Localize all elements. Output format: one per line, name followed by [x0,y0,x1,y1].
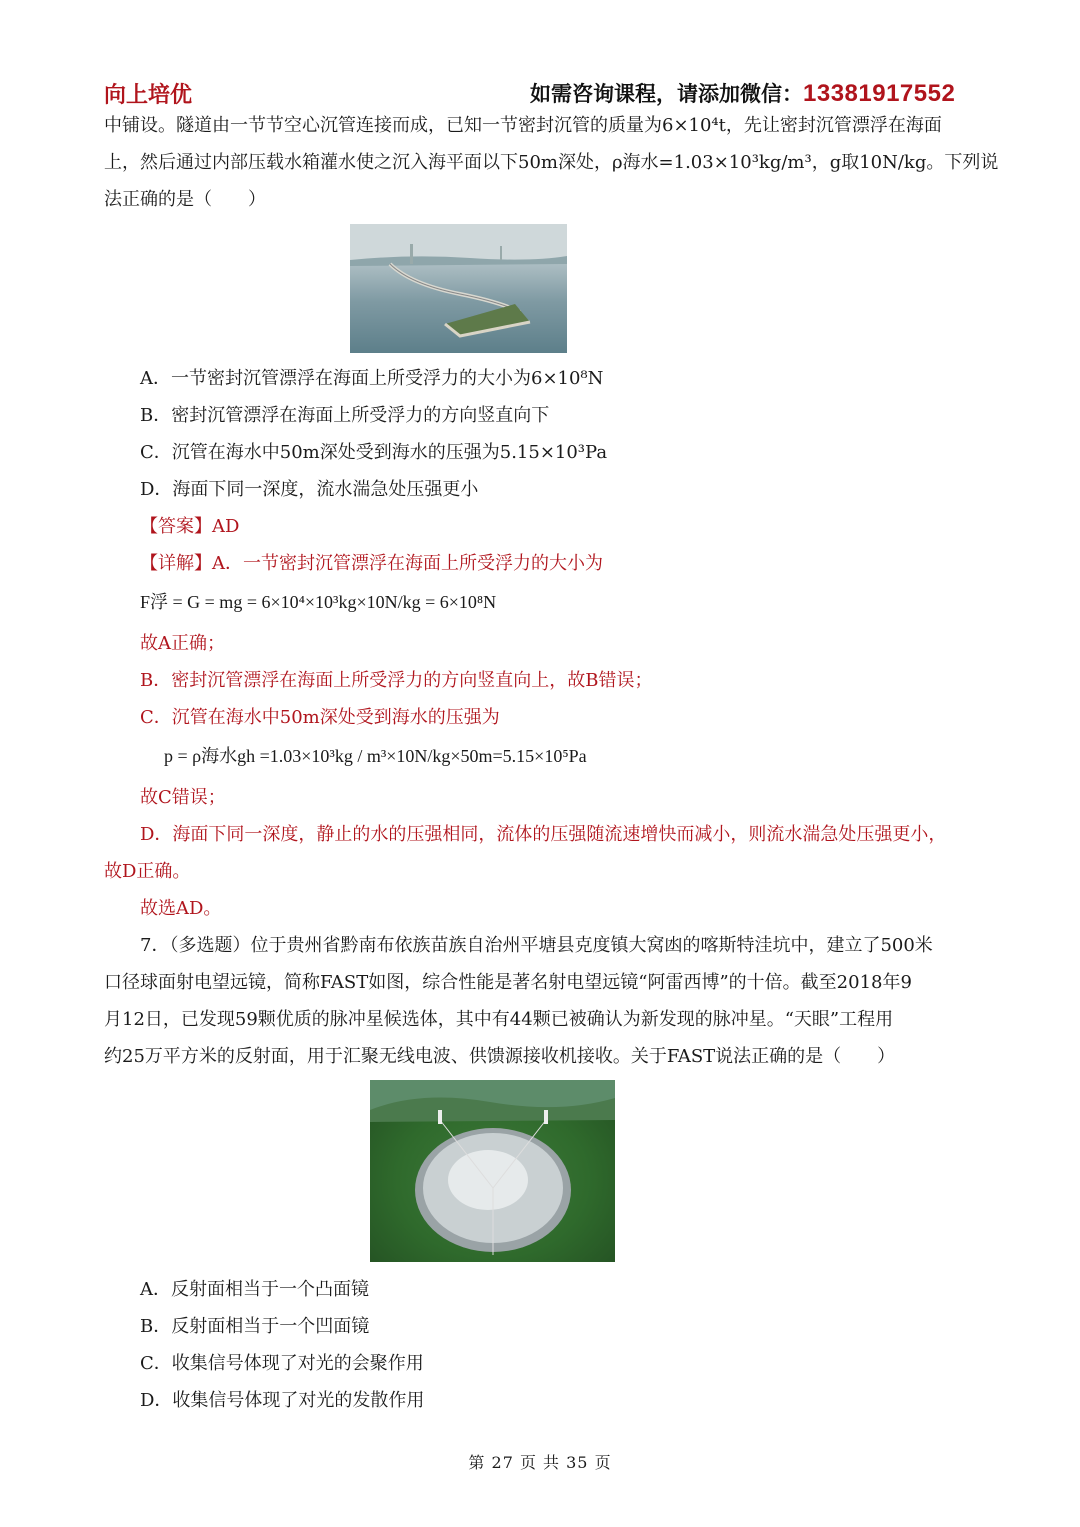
brand-name: 向上培优 [104,83,193,108]
q6-d-explanation-line-2: 故D正确。 [104,861,191,882]
q6-c-conclusion: 故C错误； [140,787,226,808]
q6-option-b: B．密封沉管漂浮在海面上所受浮力的方向竖直向下 [140,405,550,426]
immersed-tunnel-photo [350,224,567,353]
q6-d-explanation-line-1: D．海面下同一深度，静止的水的压强相同，流体的压强随流速增快而减小，则流水湍急处压强更小， [140,824,947,845]
q6-final-answer: 故选AD。 [140,898,222,919]
q7-stem-line-1: 7．（多选题）位于贵州省黔南布依族苗族自治州平塘县克度镇大窝凼的喀斯特洼坑中，建立了500米 [140,935,933,956]
q6-option-a: A．一节密封沉管漂浮在海面上所受浮力的大小为6×10⁸N [140,368,604,389]
q7-option-c: C．收集信号体现了对光的会聚作用 [140,1353,424,1374]
q6-b-explanation: B．密封沉管漂浮在海面上所受浮力的方向竖直向上，故B错误； [140,670,653,691]
q6-answer: 【答案】AD [140,516,240,537]
q6-detail-intro: 【详解】A．一节密封沉管漂浮在海面上所受浮力的大小为 [140,553,603,574]
q7-stem-line-3: 月12日，已发现59颗优质的脉冲星候选体，其中有44颗已被确认为新发现的脉冲星。“天眼”工程用 [104,1009,894,1030]
q6-c-explanation: C．沉管在海水中50m深处受到海水的压强为 [140,707,500,728]
q7-option-b: B．反射面相当于一个凹面镜 [140,1316,370,1337]
q6-stem-line-3: 法正确的是（ ） [104,189,266,210]
q6-formula-buoyancy: F浮 = G = mg = 6×10⁴×10³kg×10N/kg = 6×10⁸N [140,592,497,612]
q7-stem-line-2: 口径球面射电望远镜，简称FAST如图，综合性能是著名射电望远镜“阿雷西博”的十倍。截至2018年9 [104,972,912,993]
contact-info [530,78,955,108]
contact-phone: 13381917552 [803,80,956,107]
q6-formula-pressure: p = ρ海水gh =1.03×10³kg / m³×10N/kg×50m=5.15×10⁵Pa [164,746,587,766]
q7-stem-line-4: 约25万平方米的反射面，用于汇聚无线电波、供馈源接收机接收。关于FAST说法正确的是（ ） [104,1046,896,1067]
q6-a-conclusion: 故A正确； [140,633,225,654]
q6-option-c: C．沉管在海水中50m深处受到海水的压强为5.15×10³Pa [140,442,608,463]
q7-option-d: D．收集信号体现了对光的发散作用 [140,1390,425,1411]
page-number: 第 27 页 共 35 页 [468,1453,612,1472]
q6-stem-line-2: 上，然后通过内部压载水箱灌水使之沉入海平面以下50m深处，ρ海水=1.03×10³kg/m³，g取10N/kg。下列说 [104,152,999,173]
q7-option-a: A．反射面相当于一个凸面镜 [140,1279,369,1300]
q6-stem-line-1: 中铺设。隧道由一节节空心沉管连接而成，已知一节密封沉管的质量为6×10⁴t，先让密封沉管漂浮在海面 [104,115,942,136]
fast-telescope-photo [370,1080,615,1262]
contact-label: 如需咨询课程，请添加微信： [530,82,803,106]
q6-option-d: D．海面下同一深度，流水湍急处压强更小 [140,479,479,500]
